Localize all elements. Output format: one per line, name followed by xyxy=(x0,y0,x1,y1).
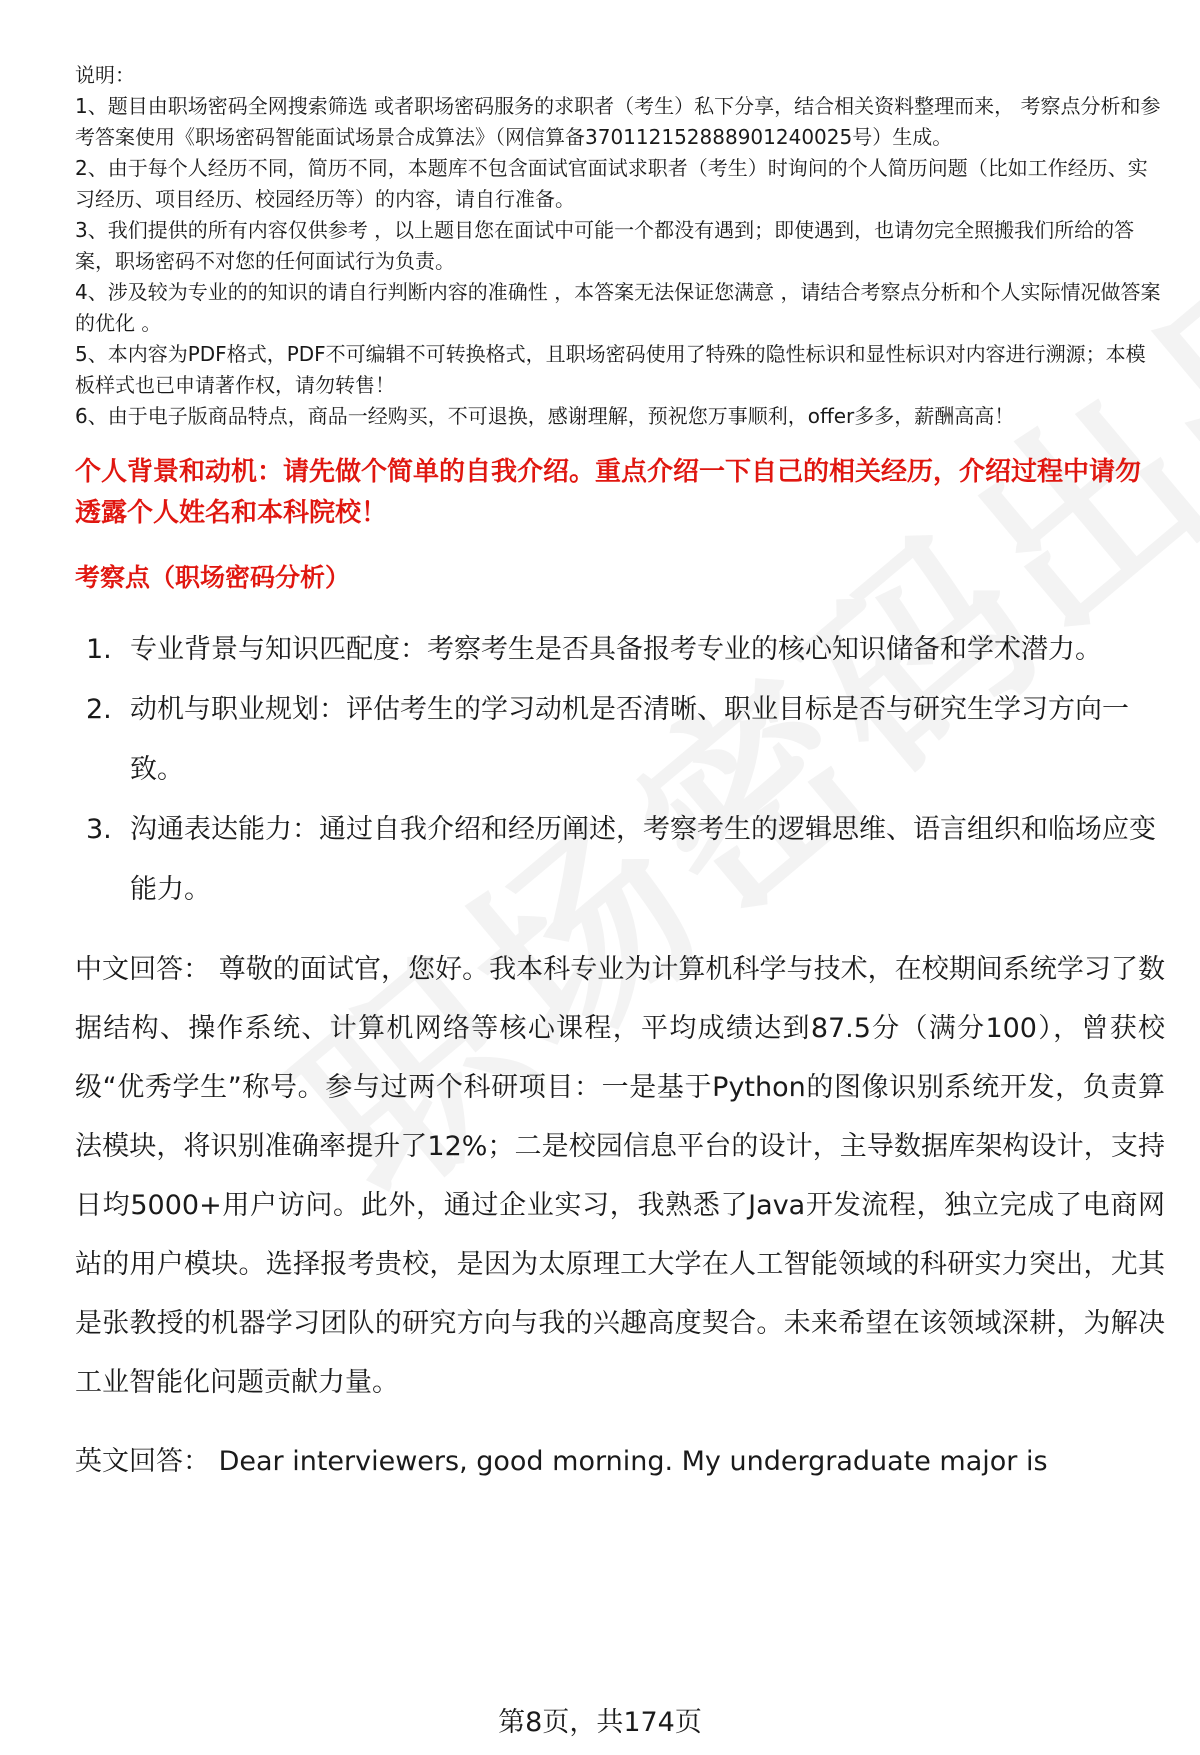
analysis-point xyxy=(75,800,1165,920)
notes-block xyxy=(75,60,1165,432)
page-number: 第8页，共174页 xyxy=(498,1707,702,1738)
answer-chinese: 中文回答： 尊敬的面试官，您好。我本科专业为计算机科学与技术，在校期间系统学习了数据结构、操作系统、计算机网络等核心课程，平均成绩达到87.5分（满分100），曾获校级“优秀学生”称号。参与过两个科研项目：一是基于Python的图像识别系统开发，负责算法模块，将识别准确率提升了12%；二是校园信息平台的设计，主导数据库架构设计，支持日均5000+用户访问。此外，通过企业实习，我熟悉了Java开发流程，独立完成了电商网站的用户模块。选择报考贵校，是因为太原理工大学在人工智能领域的科研实力突出，尤其是张教授的机器学习团队的研究方向与我的兴趣高度契合。未来希望在该领域深耕，为解决工业智能化问题贡献力量。 xyxy=(75,954,1165,1398)
analysis-points xyxy=(75,620,1165,920)
analysis-title: 考察点（职场密码分析） xyxy=(75,563,351,592)
note-item: 4、涉及较为专业的的知识的请自行判断内容的准确性 ，本答案无法保证您满意 ，请结合考察点分析和个人实际情况做答案的优化 。 xyxy=(75,280,1161,335)
point-text: 沟通表达能力：通过自我介绍和经历阐述，考察考生的逻辑思维、语言组织和临场应变能力。 xyxy=(130,814,1156,905)
point-number: 1. xyxy=(86,634,112,665)
notes-title: 说明： xyxy=(75,63,135,87)
note-item: 1、题目由职场密码全网搜索筛选 或者职场密码服务的求职者（考生）私下分享，结合相关资料整理而来， 考察点分析和参考答案使用《职场密码智能面试场景合成算法》（网信算备370112152888901240025号）生成。 xyxy=(75,94,1161,149)
analysis-point xyxy=(75,620,1165,680)
note-item: 6、由于电子版商品特点，商品一经购买，不可退换，感谢理解，预祝您万事顺利，offer多多，薪酬高高！ xyxy=(75,404,1015,428)
note-item: 5、本内容为PDF格式，PDF不可编辑不可转换格式，且职场密码使用了特殊的隐性标识和显性标识对内容进行溯源；本模板样式也已申请著作权，请勿转售！ xyxy=(75,342,1146,397)
document-page xyxy=(75,60,1165,1491)
point-text: 动机与职业规划：评估考生的学习动机是否清晰、职业目标是否与研究生学习方向一致。 xyxy=(130,694,1129,785)
note-item: 3、我们提供的所有内容仅供参考 ，以上题目您在面试中可能一个都没有遇到；即使遇到，也请勿完全照搬我们所给的答案，职场密码不对您的任何面试行为负责。 xyxy=(75,218,1135,273)
point-text: 专业背景与知识匹配度：考察考生是否具备报考专业的核心知识储备和学术潜力。 xyxy=(130,634,1102,665)
question-heading: 个人背景和动机：请先做个简单的自我介绍。重点介绍一下自己的相关经历，介绍过程中请勿透露个人姓名和本科院校！ xyxy=(75,457,1142,528)
analysis-point xyxy=(75,680,1165,800)
point-number: 2. xyxy=(86,694,112,725)
note-item: 2、由于每个人经历不同，简历不同，本题库不包含面试官面试求职者（考生）时询问的个人简历问题（比如工作经历、实习经历、项目经历、校园经历等）的内容，请自行准备。 xyxy=(75,156,1148,211)
answer-english: 英文回答： Dear interviewers, good morning. My undergraduate major is xyxy=(75,1446,1048,1477)
point-number: 3. xyxy=(86,814,112,845)
